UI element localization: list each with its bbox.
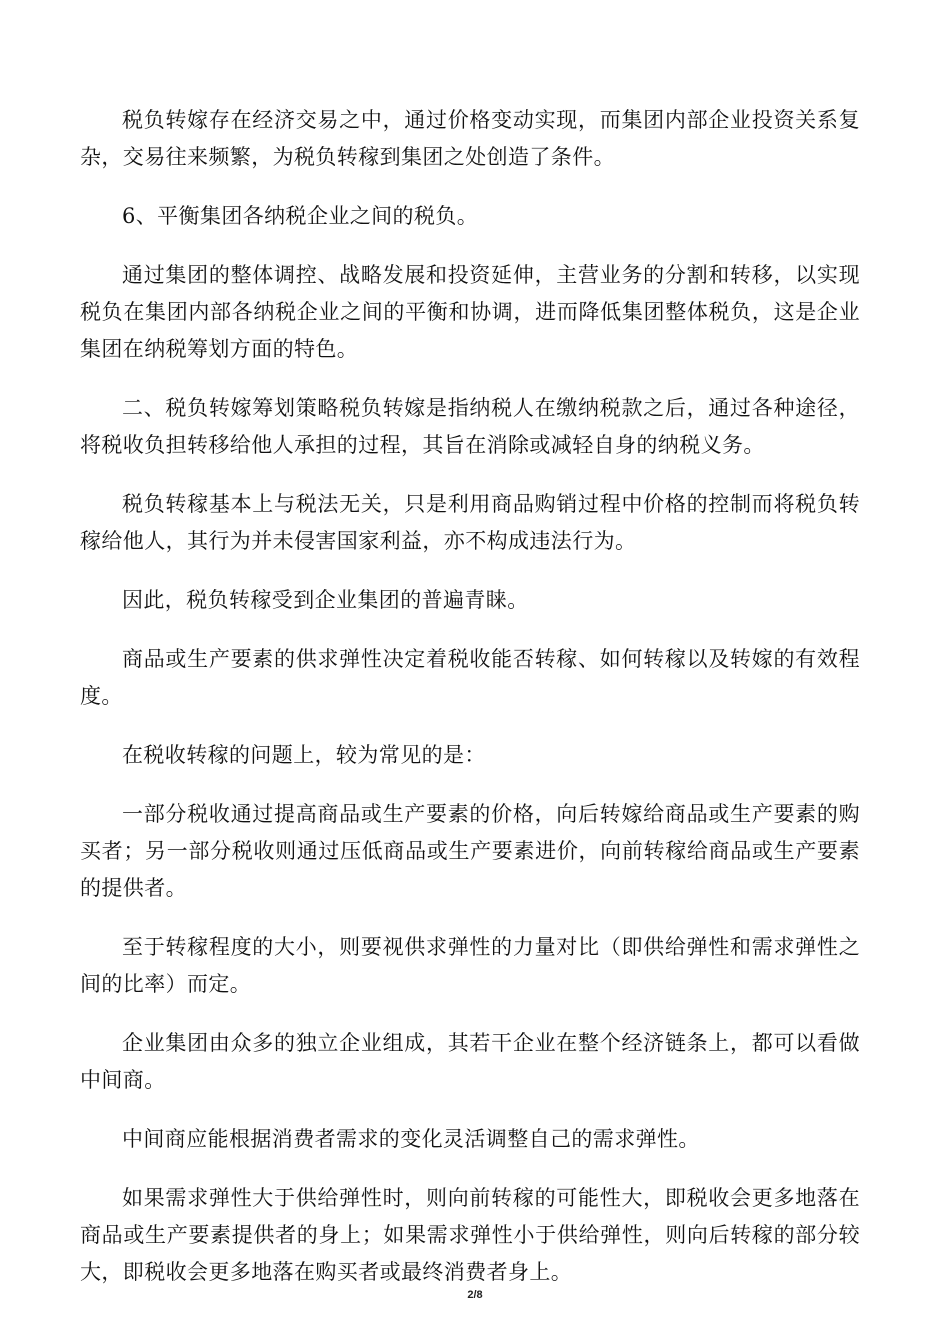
page-number: 2/8 bbox=[467, 1289, 483, 1301]
paragraph: 二、税负转嫁筹划策略税负转嫁是指纳税人在缴纳税款之后，通过各种途径，将税收负担转移给他人承担的过程，其旨在消除或减轻自身的纳税义务。 bbox=[80, 396, 860, 457]
paragraph: 商品或生产要素的供求弹性决定着税收能否转稼、如何转稼以及转嫁的有效程度。 bbox=[80, 647, 860, 708]
paragraph: 在税收转稼的问题上，较为常见的是： bbox=[122, 743, 486, 767]
paragraph: 如果需求弹性大于供给弹性时，则向前转稼的可能性大，即税收会更多地落在商品或生产要素提供者的身上；如果需求弹性小于供给弹性，则向后转稼的部分较大，即税收会更多地落在购买者或最终消费者身上。 bbox=[80, 1186, 860, 1284]
document-body bbox=[80, 102, 860, 1313]
paragraph: 税负转稼基本上与税法无关，只是利用商品购销过程中价格的控制而将税负转稼给他人，其行为并未侵害国家利益，亦不构成违法行为。 bbox=[80, 492, 860, 553]
paragraph: 至于转稼程度的大小，则要视供求弹性的力量对比（即供给弹性和需求弹性之间的比率）而定。 bbox=[80, 935, 860, 996]
paragraph: 因此，税负转稼受到企业集团的普遍青睐。 bbox=[122, 588, 529, 612]
paragraph: 企业集团由众多的独立企业组成，其若干企业在整个经济链条上，都可以看做中间商。 bbox=[80, 1031, 860, 1092]
paragraph: 税负转嫁存在经济交易之中，通过价格变动实现，而集团内部企业投资关系复杂，交易往来频繁，为税负转稼到集团之处创造了条件。 bbox=[80, 108, 860, 169]
paragraph: 中间商应能根据消费者需求的变化灵活调整自己的需求弹性。 bbox=[122, 1127, 700, 1151]
paragraph: 通过集团的整体调控、战略发展和投资延伸，主营业务的分割和转移，以实现税负在集团内部各纳税企业之间的平衡和协调，进而降低集团整体税负，这是企业集团在纳税筹划方面的特色。 bbox=[80, 263, 860, 361]
paragraph: 一部分税收通过提高商品或生产要素的价格，向后转嫁给商品或生产要素的购买者；另一部分税收则通过压低商品或生产要素进价，向前转稼给商品或生产要素的提供者。 bbox=[80, 802, 860, 900]
paragraph: 6、平衡集团各纳税企业之间的税负。 bbox=[122, 204, 479, 228]
